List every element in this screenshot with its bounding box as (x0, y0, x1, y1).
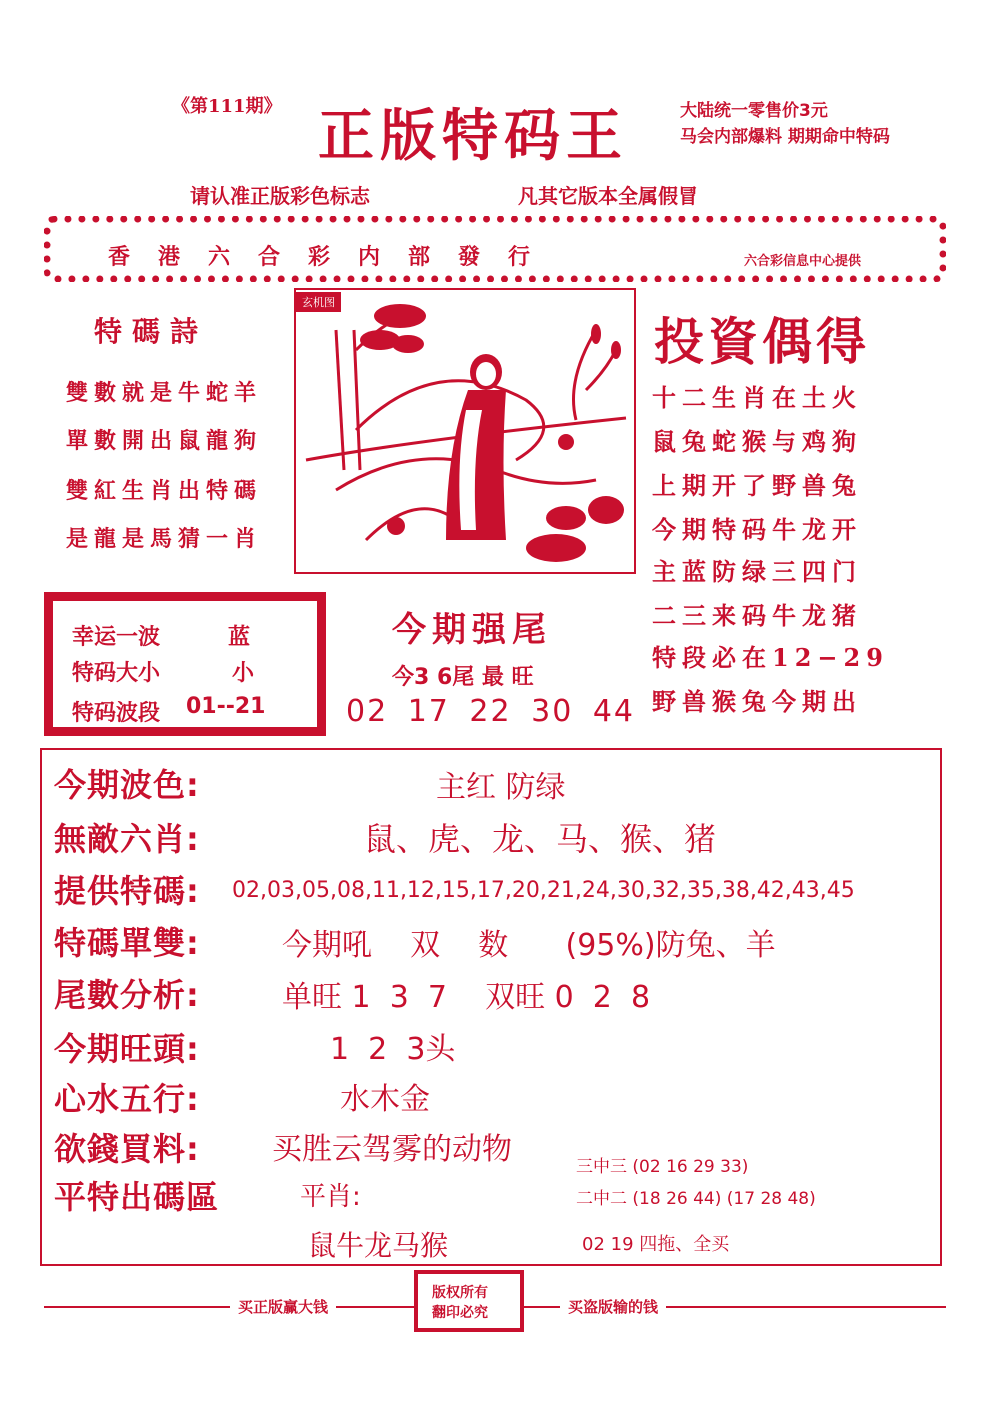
drag-note: 02 19 四拖、全买 (582, 1234, 730, 1255)
tail-analysis-label: 尾數分析: (54, 976, 200, 1014)
poem-line: 雙紅生肖出特碼 (66, 478, 263, 504)
illustration-drawing (296, 290, 636, 574)
flat-zone-label: 平特出碼區 (54, 1178, 220, 1216)
footer-divider-left (44, 1306, 414, 1308)
banner-provider: 六合彩信息中心提供 (744, 254, 862, 269)
six-animals-label: 無敵六肖: (54, 820, 200, 858)
investment-line: 二三来码牛龙猪 (652, 601, 862, 630)
page-title: 正版特码王 (318, 103, 628, 169)
illustration-stamp: 玄机图 (296, 292, 341, 312)
six-animals-value: 鼠、虎、龙、马、猴、猪 (364, 820, 717, 858)
wave-color-label: 今期波色: (54, 766, 200, 804)
strong-tail-title: 今期强尾 (392, 610, 552, 650)
lucky-size-label: 特码大小 (72, 661, 161, 686)
poem-title: 特碼詩 (94, 315, 209, 348)
flat-animal-label: 平肖: (300, 1182, 361, 1212)
investment-title: 投資偶得 (654, 312, 870, 371)
issue-number: 《第111期》 (172, 96, 282, 117)
mid-two: 二中二 (18 26 44) (17 28 48) (576, 1189, 816, 1209)
tagline: 马会内部爆料 期期命中特码 (680, 127, 890, 147)
special-numbers-label: 提供特碼: (54, 872, 200, 910)
flat-animals: 鼠牛龙马猴 (308, 1229, 449, 1262)
special-numbers-value: 02,03,05,08,11,12,15,17,20,21,24,30,32,35,38,42,43,45 (232, 878, 855, 903)
strong-tail-sub: 今3 6尾 最 旺 (392, 665, 534, 690)
lucky-wave-label: 幸运一波 (72, 625, 161, 650)
copyright-line: 版权所有 (432, 1285, 488, 1301)
investment-line: 主蓝防绿三四门 (652, 557, 862, 586)
money-label: 欲錢買料: (54, 1130, 200, 1168)
five-elements-value: 水木金 (340, 1082, 430, 1117)
wave-color-value: 主红 防绿 (436, 770, 566, 805)
poem-line: 單數開出鼠龍狗 (66, 428, 263, 454)
mid-three: 三中三 (02 16 29 33) (576, 1157, 749, 1177)
illustration (294, 288, 636, 574)
lucky-segment-label: 特码波段 (72, 701, 161, 726)
head-label: 今期旺頭: (54, 1030, 200, 1068)
copyright-line: 翻印必究 (432, 1305, 488, 1321)
investment-line: 鼠兔蛇猴与鸡狗 (652, 427, 862, 456)
investment-line: 今期特码牛龙开 (652, 515, 862, 544)
investment-line: 特段必在12−29 (652, 643, 889, 672)
poem-line: 是龍是馬猜一肖 (66, 526, 263, 552)
lucky-size-value: 小 (232, 661, 255, 686)
lucky-segment-value: 01--21 (186, 694, 266, 719)
banner-title: 香港六合彩内部發行 (108, 244, 559, 270)
footer-left-slogan: 买正版赢大钱 (230, 1296, 336, 1317)
investment-line: 十二生肖在土火 (652, 383, 862, 412)
money-value: 买胜云驾雾的动物 (272, 1132, 512, 1167)
price-note: 大陆统一零售价3元 (680, 101, 828, 121)
authenticity-notice: 请认准正版彩色标志 (190, 184, 370, 208)
investment-line: 上期开了野兽兔 (652, 471, 862, 500)
lucky-wave-value: 蓝 (228, 625, 251, 650)
odd-even-value: 今期吼 双 数 (95%)防兔、羊 (282, 928, 776, 963)
strong-tail-numbers: 02 17 22 30 44 (346, 694, 636, 729)
investment-line: 野兽猴兔今期出 (652, 687, 862, 716)
head-value: 1 2 3头 (330, 1032, 456, 1067)
tail-analysis-value: 单旺 1 3 7 双旺 0 2 8 (282, 980, 651, 1015)
footer-right-slogan: 买盗版输的钱 (560, 1296, 666, 1317)
five-elements-label: 心水五行: (54, 1080, 200, 1118)
odd-even-label: 特碼單雙: (54, 924, 200, 962)
poem-line: 雙數就是牛蛇羊 (66, 380, 263, 406)
counterfeit-notice: 凡其它版本全属假冒 (518, 184, 698, 208)
